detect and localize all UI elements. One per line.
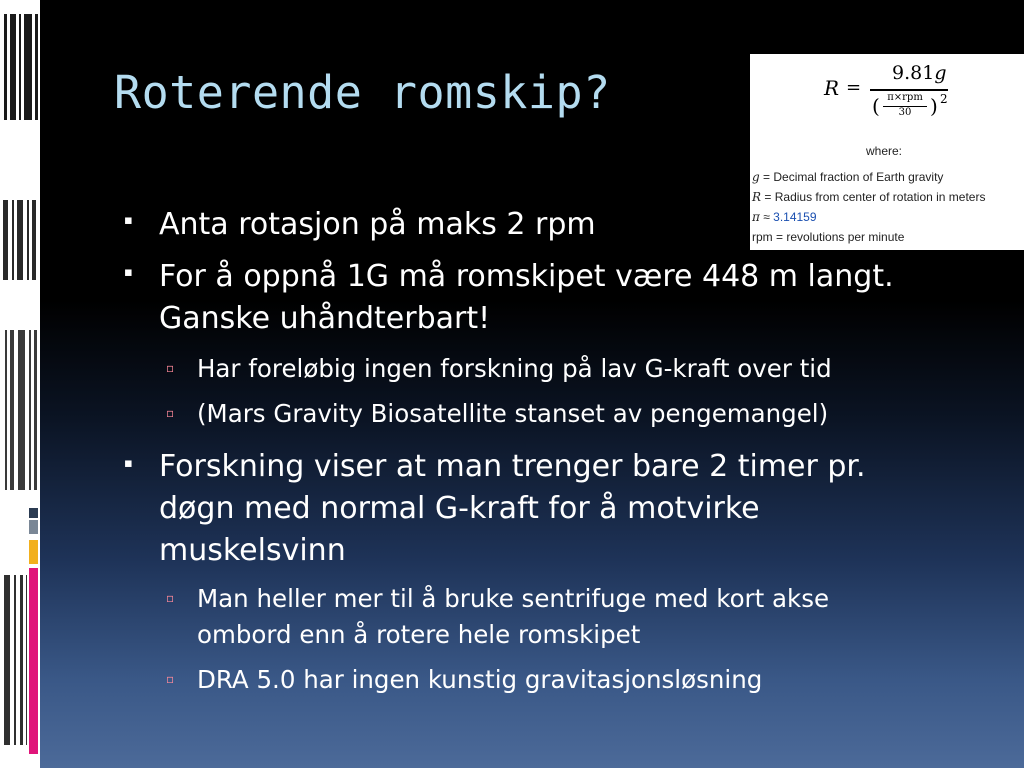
rotation-radius-formula <box>824 64 954 124</box>
bullet-research-2-hours: Forskning viser at man trenger bare 2 timer pr. døgn med normal G-kraft for å motvirke muskelsvinn <box>159 449 866 568</box>
bullet-marker: ▪ <box>124 265 133 280</box>
formula-inner-numerator: π×rpm <box>887 92 923 103</box>
bullet-marker: ▪ <box>124 213 133 228</box>
sub-bullet-marker: ▫ <box>166 672 175 686</box>
formula-def-pi: π ≈ 3.14159 <box>752 210 817 224</box>
formula-power: 2 <box>940 92 948 106</box>
accent-gray-bar <box>29 508 38 518</box>
sub-bullet-marker: ▫ <box>166 361 175 375</box>
bullet-rotation: Anta rotasjon på maks 2 rpm <box>159 207 596 242</box>
formula-denominator: ( π×rpm 30 ) 2 <box>872 92 948 118</box>
accent-yellow-bar <box>29 540 38 564</box>
formula-def-g: g = Decimal fraction of Earth gravity <box>752 170 944 184</box>
sub-bullet-dra-5: DRA 5.0 har ingen kunstig gravitasjonsløsning <box>197 665 763 694</box>
sub-bullet-no-research: Har foreløbig ingen forskning på lav G-kraft over tid <box>197 354 832 383</box>
formula-where-label: where: <box>866 144 903 158</box>
formula-numerator: 9.81g <box>892 62 947 84</box>
bullet-marker: ▪ <box>124 456 133 471</box>
sub-bullet-centrifuge: Man heller mer til å bruke sentrifuge med kort akse ombord enn å rotere hele romskipet <box>197 584 830 649</box>
sub-bullet-marker: ▫ <box>166 406 175 420</box>
bullet-1g-length: For å oppnå 1G må romskipet være 448 m langt. Ganske uhåndterbart! <box>159 259 894 336</box>
sub-bullet-marker: ▫ <box>166 591 175 605</box>
slide-title: Roterende romskip? <box>114 66 611 119</box>
formula-def-r: R = Radius from center of rotation in meters <box>752 190 986 204</box>
accent-gray-bar-2 <box>29 520 38 534</box>
formula-equals: = <box>846 77 862 98</box>
formula-def-rpm: rpm = revolutions per minute <box>752 230 905 244</box>
accent-pink-bar <box>29 568 38 754</box>
formula-inner-denominator: 30 <box>898 107 912 118</box>
sub-bullet-mars-gravity: (Mars Gravity Biosatellite stanset av pengemangel) <box>197 399 829 428</box>
formula-lhs: R <box>824 76 840 100</box>
